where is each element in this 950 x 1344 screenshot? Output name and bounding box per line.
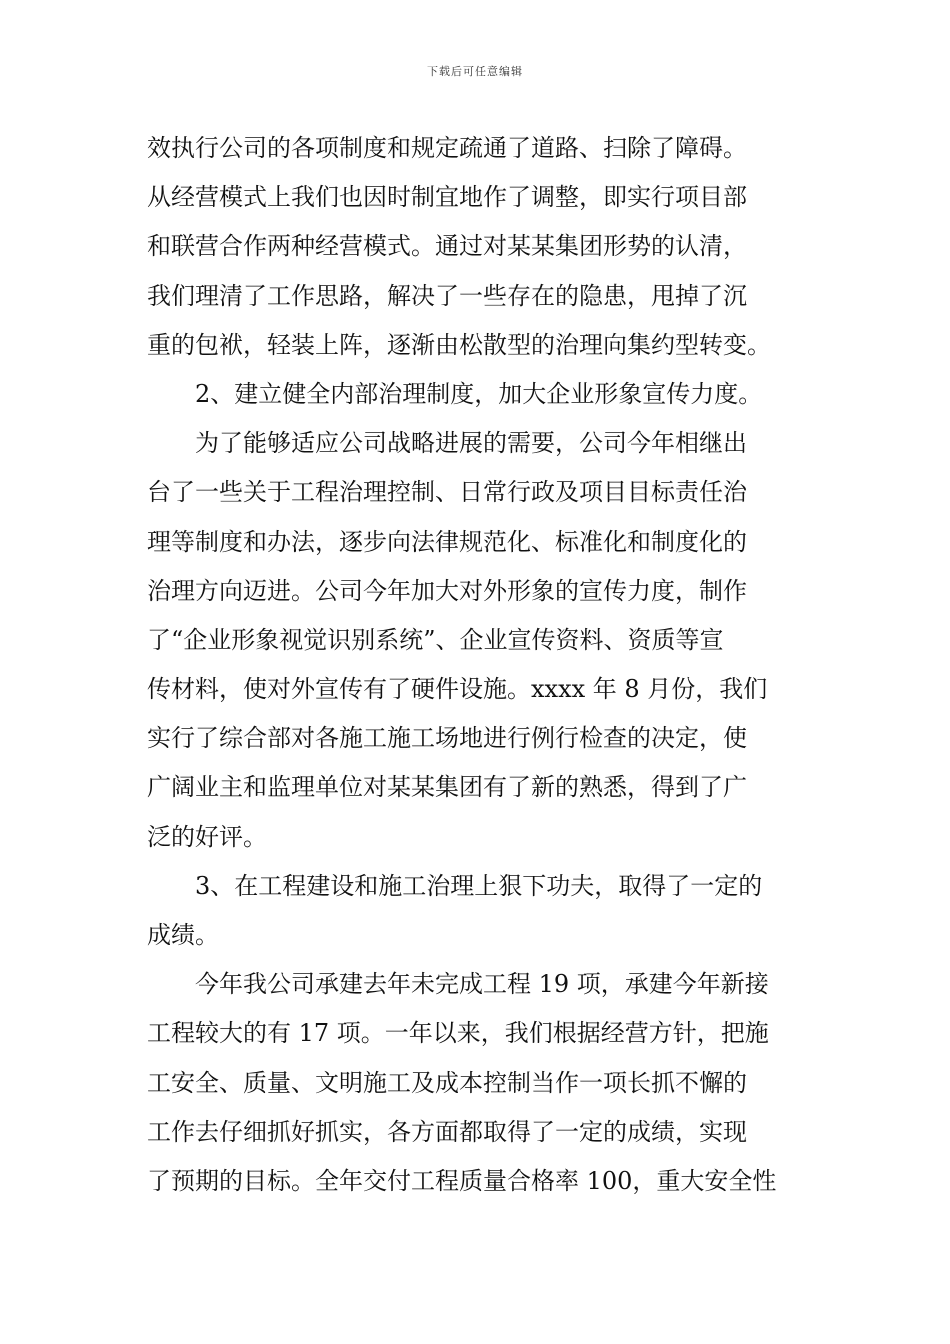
text-line: 工作去仔细抓好抓实，各方面都取得了一定的成绩，实现 — [147, 1117, 747, 1146]
document-body — [147, 124, 807, 1206]
text-line: 广阔业主和监理单位对某某集团有了新的熟悉，得到了广 — [147, 773, 747, 802]
text-line: 工安全、质量、文明施工及成本控制当作一项长抓不懈的 — [147, 1068, 747, 1097]
paragraph-start: 今年我公司承建去年未完成工程 19 项，承建今年新接 — [195, 970, 769, 999]
text-line: 重的包袱，轻装上阵，逐渐由松散型的治理向集约型转变。 — [147, 330, 771, 359]
text-line: 了“企业形象视觉识别系统”、企业宣传资料、资质等宣 — [147, 625, 724, 654]
text-line: 成绩。 — [147, 921, 219, 949]
text-line: 了预期的目标。全年交付工程质量合格率 100，重大安全性 — [147, 1166, 777, 1195]
text-line: 实行了综合部对各施工施工场地进行例行检查的决定，使 — [147, 724, 747, 753]
page-header: 下载后可任意编辑 — [427, 65, 523, 78]
paragraph-start: 为了能够适应公司战略进展的需要，公司今年相继出 — [195, 429, 747, 458]
text-line: 传材料，使对外宣传有了硬件设施。xxxx 年 8 月份，我们 — [147, 675, 768, 704]
text-line: 工程较大的有 17 项。一年以来，我们根据经营方针，把施 — [147, 1019, 769, 1048]
text-line: 理等制度和办法，逐步向法律规范化、标准化和制度化的 — [147, 527, 747, 556]
text-line: 和联营合作两种经营模式。通过对某某集团形势的认清， — [147, 232, 747, 261]
section-heading-3: 3、在工程建设和施工治理上狠下功夫，取得了一定的 — [195, 871, 763, 900]
text-line: 从经营模式上我们也因时制宜地作了调整，即实行项目部 — [147, 183, 747, 212]
text-line: 治理方向迈进。公司今年加大对外形象的宣传力度，制作 — [147, 576, 747, 605]
text-line: 效执行公司的各项制度和规定疏通了道路、扫除了障碍。 — [147, 134, 747, 162]
text-line: 台了一些关于工程治理控制、日常行政及项目目标责任治 — [147, 478, 747, 507]
section-heading-2: 2、建立健全内部治理制度，加大企业形象宣传力度。 — [195, 379, 763, 408]
text-line: 我们理清了工作思路，解决了一些存在的隐患，甩掉了沉 — [147, 281, 747, 310]
text-line: 泛的好评。 — [147, 822, 267, 851]
